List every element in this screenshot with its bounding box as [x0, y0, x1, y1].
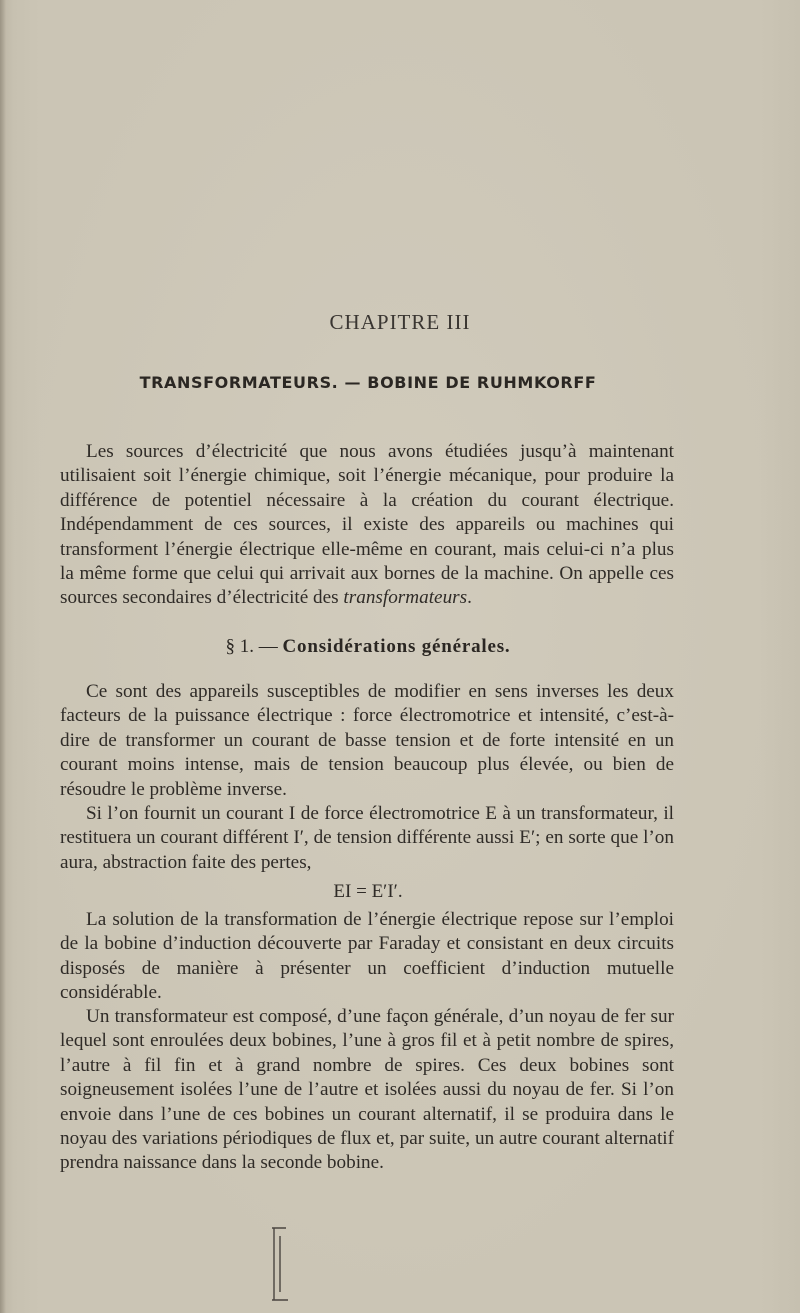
section-heading — [0, 636, 736, 658]
intro-italic-term: transformateurs — [343, 587, 468, 609]
chapter-title: TRANSFORMATEURS. — BOBINE DE RUHMKORFF — [139, 373, 597, 392]
paragraph-4-text: Un transformateur est composé, d’une façon générale, d’un noyau de fer sur lequel sont enroulées deux bobines, l’une à gros fil et à petit nombre de spires, l’autre à fil fin et à grand nombre de spires. Ces deux bobines sont soigneusement isolées l’une de l’autre et isolées aussi du noyau de fer. Si l’on envoie dans l’une de ces bobines un courant alternatif, il se produira dans le noyau des variations périodiques de flux et, par suite, un autre courant alternatif prendra naissance dans la seconde bobine. — [60, 1006, 674, 1174]
paragraph-4 — [60, 1005, 674, 1176]
intro-text: Les sources d’électricité que nous avons étudiées jusqu’à maintenant utilisaient soit l’énergie chimique, soit l’énergie mécanique, pour produire la différence de potentiel nécessaire à la création du courant électrique. Indépendamment de ces sources, il existe des appareils ou machines qui transforment l’énergie électrique elle-même en courant, mais celui-ci n’a plus la même forme que celui qui arrivait aux bornes de la machine. On appelle ces sources secondaires d’électricité des — [60, 441, 674, 609]
intro-paragraph — [60, 440, 674, 611]
paragraph-1-text: Ce sont des appareils susceptibles de modifier en sens inverses les deux facteurs de la puissance électrique : force électromotrice et intensité, c’est-à-dire de transformer un courant de basse tension et de forte intensité en un courant moins intense, mais de tension beaucoup plus élevée, ou bien de résoudre le problème inverse. — [60, 681, 674, 800]
paragraph-2-text: Si l’on fournit un courant I de force électromotrice E à un transformateur, il restituera un courant différent I′, de tension différente aussi E′; en sorte que l’on aura, abstraction faite des pertes, — [60, 803, 674, 873]
intro-end: . — [467, 587, 472, 609]
paragraph-3-text: La solution de la transformation de l’énergie électrique repose sur l’emploi de la bobine d’induction découverte par Faraday et consistant en deux circuits disposés de manière à présenter un coefficient d’induction mutuelle considérable. — [60, 909, 674, 1004]
section-title: Considérations générales. — [282, 636, 511, 657]
paragraph-3 — [60, 908, 674, 1006]
section-number: § 1. — — [225, 636, 278, 657]
paragraph-2 — [60, 802, 674, 875]
formula: EI = E′I′. — [333, 881, 403, 902]
chapter-heading: CHAPITRE III — [329, 310, 471, 334]
paragraph-1 — [60, 680, 674, 802]
ornament-bracket — [268, 1226, 290, 1302]
